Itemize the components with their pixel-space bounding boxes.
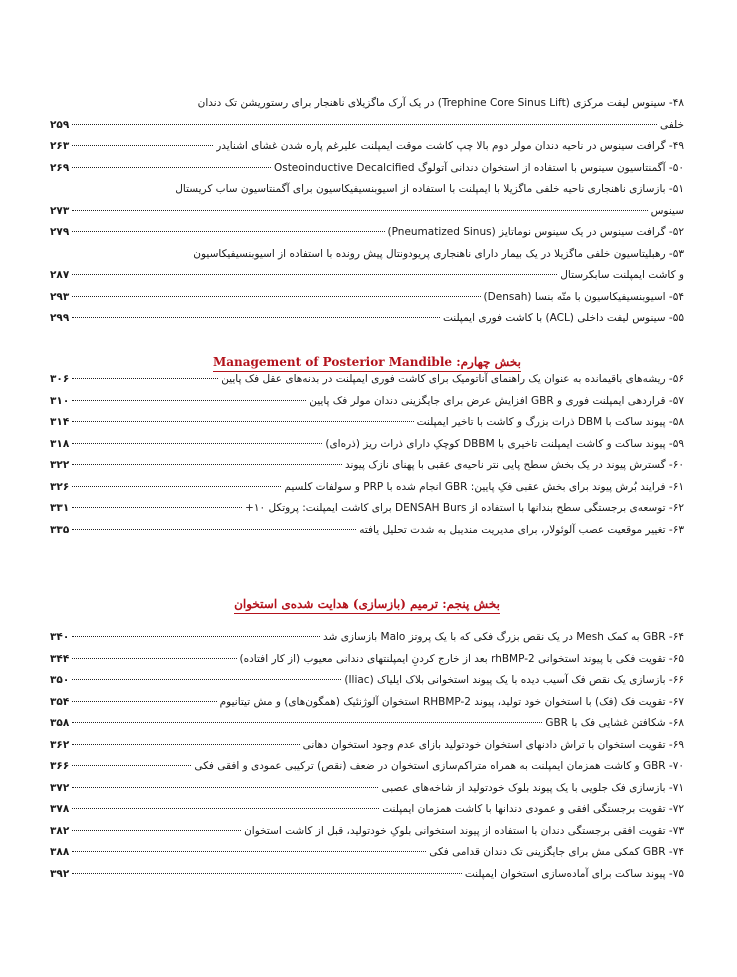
toc-entry-title: ۶۹- تقویت استخوان با تراش دادنهای استخوان خودتولید بازای عدم وجود استخوان دهانی	[302, 738, 684, 751]
toc-entry-title: ۴۹- گرافت سینوس در ناحیه دندان مولر دوم بالا چپ کاشت موقت ایمپلنت علیرغم پاره شدن غشای اشنایدر	[216, 140, 684, 152]
toc-entry[interactable]	[50, 391, 684, 413]
page-number: ۳۷۸	[50, 803, 70, 815]
toc-entry-title: ۵۲- گرافت سینوس در یک سینوس نوماتایز (Pneumatized Sinus)	[387, 226, 684, 238]
page-number: ۲۹۹	[50, 312, 70, 324]
toc-list-part5	[50, 627, 684, 885]
toc-entry[interactable]	[50, 735, 684, 757]
toc-entry-title: ۷۱- بازسازی فک جلویی با یک پیوند بلوک خودتولید از شاخه‌های عصبی	[381, 781, 684, 794]
toc-entry-title: ۵۹- پیوند ساکت و کاشت ایمپلنت تاخیری با DBBM کوچکِ دارای ذرات ریز (ذره‌ای)	[325, 437, 684, 450]
toc-entry-title: ۵۶- ریشه‌های باقیمانده به عنوان یک راهنمای آناتومیک برای کاشت فوری ایمپلنت در بدنه‌های عقل فک پایین	[221, 373, 684, 385]
toc-entry[interactable]	[50, 799, 684, 821]
page-number: ۳۸۲	[50, 824, 70, 837]
toc-entry[interactable]	[50, 692, 684, 714]
page-number: ۳۴۰	[50, 631, 70, 643]
dot-leader	[72, 830, 241, 831]
dot-leader	[72, 658, 236, 659]
dot-leader	[72, 443, 322, 444]
dot-leader	[72, 421, 413, 422]
toc-entry-title: ۵۱- بازسازی ناهنجاری ناحیه خلفی ماگزیلا با ایمپلنت با استفاده از اسیوبنسیفیکاسیون برای آگمنتاسیون ساب کریستال	[175, 183, 684, 195]
dot-leader	[72, 486, 281, 487]
toc-entry[interactable]	[50, 136, 684, 158]
toc-entry-title: ۵۵- سینوس لیفت داخلی (ACL) با کاشت فوری ایمپلنت	[442, 312, 684, 324]
toc-entry-title: خلفی	[659, 118, 684, 131]
toc-entry-title: ۶۵- تقویت فکی با پیوند استخوانی rhBMP-2 بعد از خارج کردنِ ایمپلنتهای دندانی معیوب (از کار افتاده)	[239, 652, 684, 665]
toc-entry[interactable]	[50, 864, 684, 886]
toc-entry[interactable]	[50, 179, 684, 222]
page-number: ۳۳۱	[50, 502, 70, 514]
dot-leader	[72, 210, 647, 211]
dot-leader	[72, 873, 462, 874]
toc-entry-title: ۵۸- پیوند ساکت با DBM ذرات بزرگ و کاشت با تاخیر ایمپلنت	[416, 416, 684, 428]
toc-entry-title: ۶۱- فرایند بُرش پیوند برای بخش عقبی فکِ پایین: GBR انجام شده با PRP و سولفات کلسیم	[284, 480, 684, 493]
toc-entry[interactable]	[50, 287, 684, 309]
page-number: ۳۵۴	[50, 695, 70, 708]
toc-entry[interactable]	[50, 412, 684, 434]
dot-leader	[72, 274, 557, 275]
dot-leader	[72, 787, 378, 788]
page-number: ۳۶۲	[50, 738, 70, 751]
dot-leader	[72, 851, 426, 852]
toc-entry[interactable]	[50, 477, 684, 499]
toc-entry-title: ۶۶- بازسازی یک نقص فک آسیب دیده با یک پیوند استخوانی بلاک ایلیاک (Iliac)	[344, 674, 684, 686]
toc-entry-title: ۵۰- آگمنتاسیون سینوس با استفاده از استخوان دندانی آتولوگ Osteoinductive Decalcified	[273, 161, 684, 174]
dot-leader	[72, 145, 213, 146]
page-number: ۳۲۲	[50, 459, 70, 471]
page-number: ۳۰۶	[50, 373, 70, 385]
page-number: ۲۶۳	[50, 140, 70, 152]
toc-entry-title: ۴۸- سینوس لیفت مرکزی (Trephine Core Sinus Lift) در یک آرک ماگزیلای ناهنجار برای رستوریشن تک دندان	[197, 97, 684, 109]
toc-entry-title: ۷۲- تقویت برجستگی افقی و عمودی دندانها با کاشت همزمان ایمپلنت	[382, 803, 684, 815]
toc-entry-title: ۶۰- گسترش پیوند در یک بخش سطح پایی نتر ناحیه‌ی عقبی با پهنای نازک پیوند	[344, 459, 684, 471]
page-number: ۲۷۳	[50, 204, 70, 217]
toc-entry-title: ۷۳- تقویت افقی برجستگی دندان با استفاده از پیوند استخوانی بلوکِ خودتولید، قبل از کاشت استخوان	[244, 824, 684, 837]
toc-entry-title: ۷۵- پیوند ساکت برای آماده‌سازی استخوان ایمپلنت	[464, 867, 684, 880]
toc-entry-title: ۶۸- شکافتن غشایی فک با GBR	[545, 717, 684, 729]
toc-entry[interactable]	[50, 222, 684, 244]
page-number: ۳۸۸	[50, 846, 70, 858]
toc-entry[interactable]	[50, 369, 684, 391]
toc-entry-title: ۵۴- اسیوبنسیفیکاسیون با متّه بنسا (Densah)	[483, 290, 684, 303]
page-number: ۳۶۶	[50, 760, 70, 772]
toc-entry-title: ۵۳- رهبلیتاسیون خلفی ماگزیلا در یک بیمار دارای ناهنجاری پریودونتال پیش رونده با استفاده از اسیوبنسیفیکاسیون	[193, 247, 684, 260]
page-number: ۳۲۶	[50, 480, 70, 493]
toc-entry[interactable]	[50, 627, 684, 649]
toc-entry[interactable]	[50, 670, 684, 692]
toc-entry-title: ۶۲- توسعه‌ی برجستگی سطح بندانها با استفاده از DENSAH Burs برای کاشت ایمپلنت: پروتکل ۱۰+	[245, 502, 684, 514]
dot-leader	[72, 722, 542, 723]
page-number: ۳۳۵	[50, 523, 70, 536]
section-heading-text: بخش چهارم: Management of Posterior Mandible	[213, 355, 521, 372]
page-number: ۳۵۸	[50, 717, 70, 729]
dot-leader	[72, 231, 384, 232]
toc-entry[interactable]	[50, 756, 684, 778]
toc-entry[interactable]	[50, 498, 684, 520]
toc-entry-title: سینوس	[650, 204, 684, 217]
toc-list-part4	[50, 369, 684, 541]
toc-entry-title: ۷۴- GBR کمکی مش برای جایگزینی تک دندان قدامی فکی	[429, 846, 684, 858]
page-number: ۳۹۲	[50, 867, 70, 880]
page-number: ۳۱۴	[50, 416, 70, 428]
page-number: ۳۷۲	[50, 781, 70, 794]
section-heading-part5	[50, 597, 684, 614]
toc-entry[interactable]	[50, 158, 684, 180]
toc-entry[interactable]	[50, 713, 684, 735]
toc-entry[interactable]	[50, 244, 684, 287]
dot-leader	[72, 167, 271, 168]
page-number: ۲۷۹	[50, 226, 70, 238]
page-number: ۲۹۳	[50, 290, 70, 303]
page-number: ۲۸۷	[50, 269, 70, 281]
dot-leader	[72, 701, 216, 702]
page-number: ۳۵۰	[50, 674, 70, 686]
toc-entry[interactable]	[50, 649, 684, 671]
toc-entry[interactable]	[50, 455, 684, 477]
dot-leader	[72, 808, 379, 809]
toc-entry-title: ۷۰- GBR و کاشت همزمان ایمپلنت به همراه متراکم‌سازی استخوان در ضعف (نقص) ترکیبی عمودی و افقی فکی	[194, 760, 684, 772]
dot-leader	[72, 124, 657, 125]
dot-leader	[72, 636, 320, 637]
dot-leader	[72, 296, 480, 297]
toc-entry-title: ۵۷- قراردهی ایمپلنت فوری و GBR افزایش عرض برای جایگزینی دندان مولر فک پایین	[309, 394, 684, 407]
toc-entry[interactable]	[50, 842, 684, 864]
page-number: ۳۴۴	[50, 652, 70, 665]
dot-leader	[72, 378, 218, 379]
page-number: ۲۵۹	[50, 118, 70, 131]
toc-entry[interactable]	[50, 778, 684, 800]
page-number: ۳۱۰	[50, 394, 70, 407]
toc-entry-title: ۶۴- GBR به کمک Mesh در یک نقص بزرگ فکی که با یک پروتز Malo بازسازی شد	[323, 631, 684, 643]
dot-leader	[72, 529, 356, 530]
page-number: ۳۱۸	[50, 437, 70, 450]
toc-entry[interactable]	[50, 434, 684, 456]
toc-entry-title: و کاشت ایمپلنت سابکرستال	[560, 269, 684, 281]
dot-leader	[72, 317, 440, 318]
toc-entry-title: ۶۷- تقویت فک (فک) با استخوان خود تولید، پیوند RHBMP-2 استخوان آلوژنئیک (همگون‌های) و مش تیتانیوم	[219, 695, 684, 708]
page-number: ۲۶۹	[50, 161, 70, 174]
section-heading-text: بخش پنجم: ترمیم (بازسازی) هدایت شده‌ی استخوان	[234, 597, 500, 614]
dot-leader	[72, 464, 342, 465]
dot-leader	[72, 507, 242, 508]
toc-entry[interactable]	[50, 520, 684, 542]
dot-leader	[72, 679, 341, 680]
dot-leader	[72, 765, 191, 766]
dot-leader	[72, 400, 306, 401]
dot-leader	[72, 744, 299, 745]
toc-entry[interactable]	[50, 821, 684, 843]
toc-list-part3	[50, 93, 684, 330]
toc-entry[interactable]	[50, 93, 684, 136]
toc-entry-title: ۶۳- تغییر موقعیت عصب آلوئولار، برای مدیریت مندیبل به شدت تحلیل یافته	[359, 523, 684, 536]
toc-entry[interactable]	[50, 308, 684, 330]
